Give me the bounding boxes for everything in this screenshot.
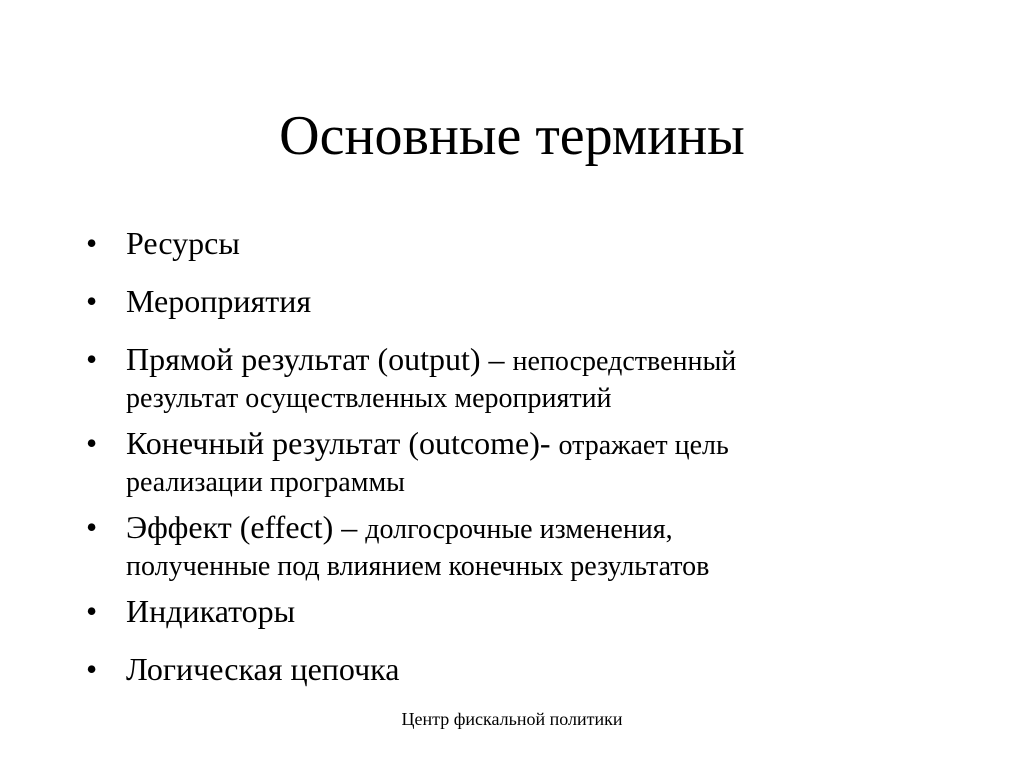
bullet-dot-icon: • [86,225,98,261]
bullet-line [126,337,946,388]
bullet-term: Мероприятия [126,283,312,319]
bullet-term: Индикаторы [126,593,296,629]
bullet-line [126,421,946,472]
bullet-line [126,279,946,330]
bullet-description-continued: реализации программы [126,467,405,498]
bullet-term: Эффект (effect) – [126,509,366,545]
bullet-dot-icon: • [86,283,98,319]
bullet-line [126,221,946,272]
bullet-dot-icon: • [86,425,98,461]
bullet-description: отражает цель [558,430,729,461]
bullet-line [126,647,946,698]
bullet-term: Логическая цепочка [126,651,400,687]
bullet-dot-icon: • [86,651,98,687]
bullet-description-continued: полученные под влиянием конечных результатов [126,551,710,582]
bullet-dot-icon: • [86,509,98,545]
bullet-item-outcome [86,421,946,498]
bullet-term: Прямой результат (output) – [126,341,513,377]
bullet-dot-icon: • [86,341,98,377]
bullet-item-resources [86,221,946,272]
bullet-description: долгосрочные изменения, [365,514,673,545]
bullet-description-continued: результат осуществленных мероприятий [126,383,612,414]
bullet-term: Конечный результат (outcome)- [126,425,559,461]
bullet-item-indicators [86,589,946,640]
bullet-dot-icon: • [86,593,98,629]
slide-title: Основные термины [279,105,745,167]
bullet-term: Ресурсы [126,225,240,261]
slide-footer: Центр фискальной политики [401,709,623,729]
bullet-line [126,505,946,556]
bullet-line [126,589,946,640]
bullet-list [86,221,946,705]
bullet-item-logic-chain [86,647,946,698]
bullet-item-effect [86,505,946,582]
bullet-description: непосредственный [512,346,737,377]
bullet-item-output [86,337,946,414]
bullet-item-activities [86,279,946,330]
